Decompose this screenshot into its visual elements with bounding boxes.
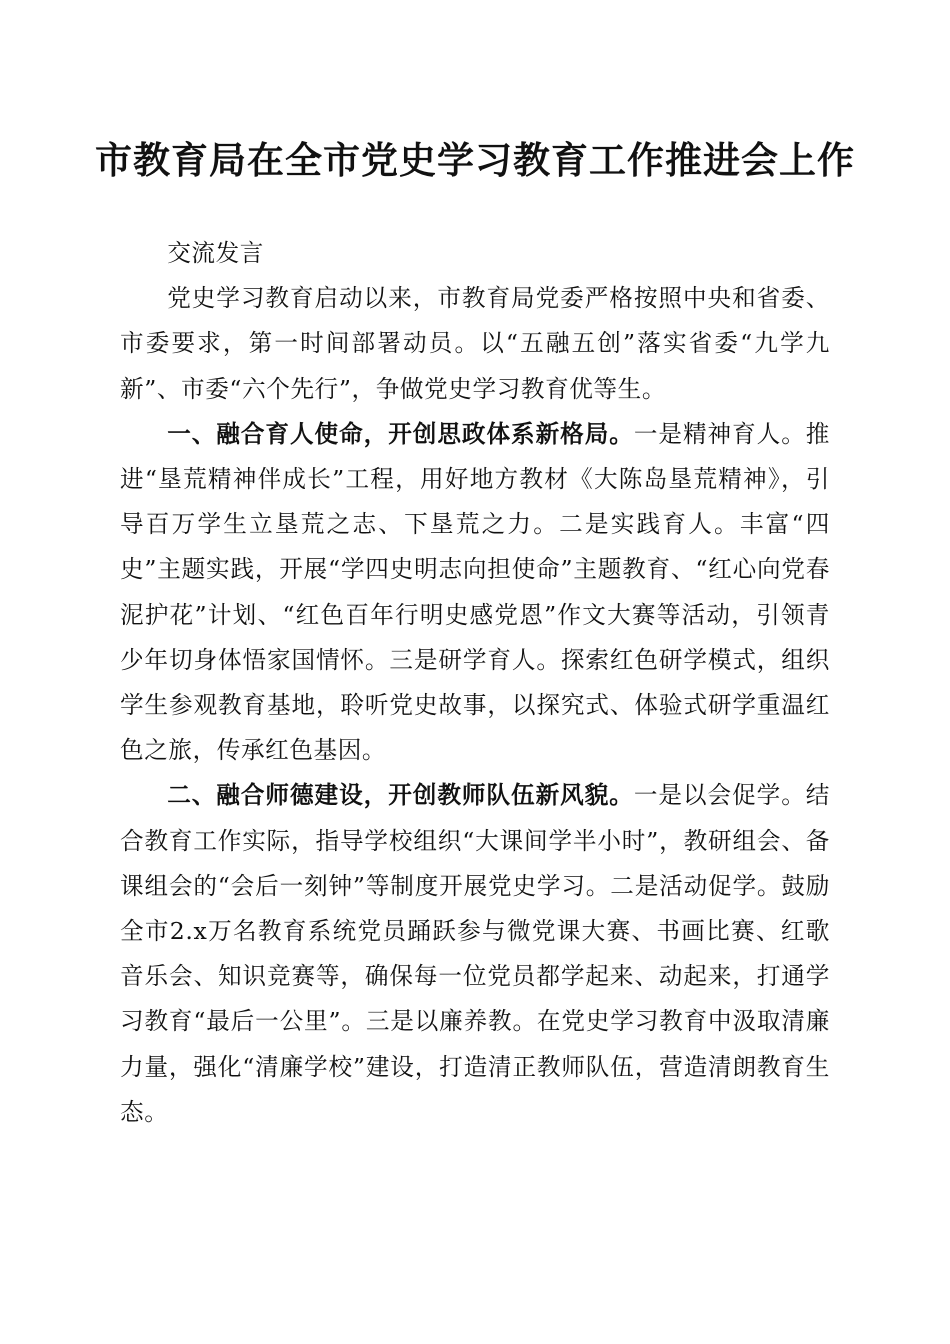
section-heading-1: 一、融合育人使命，开创思政体系新格局。 (167, 419, 634, 448)
section-text-2: 一是以会促学。结合教育工作实际，指导学校组织“大课间学半小时”，教研组会、备课组会的“会后一刻钟”等制度开展党史学习。二是活动促学。鼓励全市2.x万名教育系统党员踊跃参与微党课大赛、书画比赛、红歌音乐会、知识竞赛等，确保每一位党员都学起来、动起来，打通学习教育“最后一公里”。三是以廉养教。在党史学习教育中汲取清廉力量，强化“清廉学校”建设，打造清正教师队伍，营造清朗教育生态。 (120, 781, 830, 1126)
section-paragraph-1 (120, 412, 830, 774)
document-title: 市教育局在全市党史学习教育工作推进会上作 (95, 138, 855, 182)
section-text-1: 一是精神育人。推进“垦荒精神伴成长”工程，用好地方教材《大陈岛垦荒精神》，引导百万学生立垦荒之志、下垦荒之力。二是实践育人。丰富“四史”主题实践，开展“学四史明志向担使命”主题教育、“红心向党春泥护花”计划、“红色百年行明史感党恩”作文大赛等活动，引领青少年切身体悟家国情怀。三是研学育人。探索红色研学模式，组织学生参观教育基地，聆听党史故事，以探究式、体验式研学重温红色之旅，传承红色基因。 (120, 419, 830, 765)
document-body (120, 231, 830, 1135)
intro-paragraph: 党史学习教育启动以来，市教育局党委严格按照中央和省委、市委要求，第一时间部署动员。以“五融五创”落实省委“九学九新”、市委“六个先行”，争做党史学习教育优等生。 (120, 284, 830, 403)
document-subtitle: 交流发言 (167, 239, 264, 267)
section-paragraph-2 (120, 773, 830, 1135)
section-heading-2: 二、融合师德建设，开创教师队伍新风貌。 (167, 781, 634, 810)
